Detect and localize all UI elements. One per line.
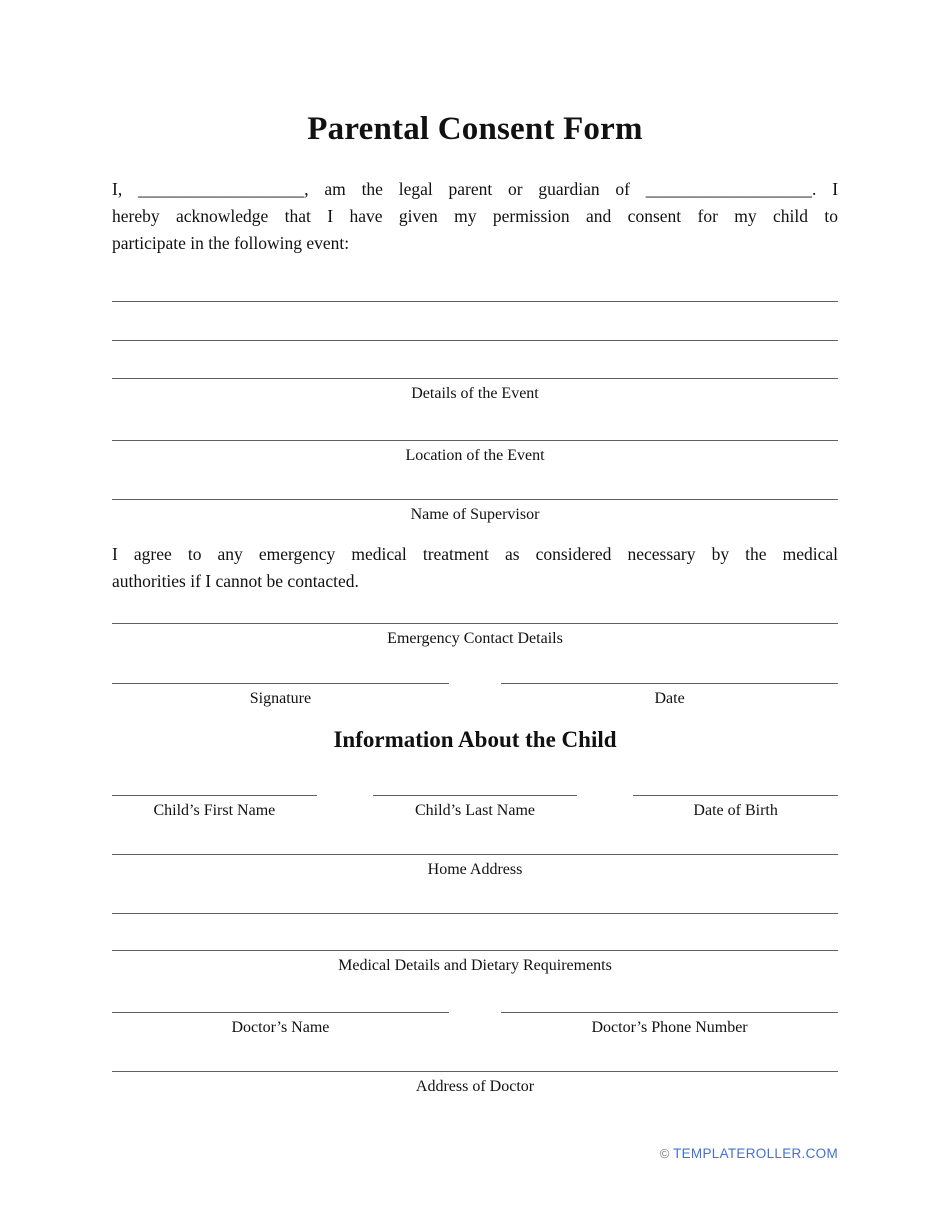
child-name-dob-row xyxy=(112,795,838,821)
signature-date-row xyxy=(112,683,838,709)
supervisor-name-line[interactable] xyxy=(112,499,838,500)
intro-line-2: hereby acknowledge that I have given my permission and consent for my child to xyxy=(112,206,838,226)
event-details-label: Details of the Event xyxy=(411,384,539,402)
child-last-name-field xyxy=(373,795,578,821)
footer xyxy=(112,1145,838,1163)
child-first-name-field xyxy=(112,795,317,821)
medical-consent-line-1: I agree to any emergency medical treatment as considered necessary by the medical xyxy=(112,543,838,564)
home-address-label: Home Address xyxy=(427,860,523,878)
medical-details-line-1[interactable] xyxy=(112,913,838,914)
child-section-heading: Information About the Child xyxy=(333,726,617,752)
child-first-name-line[interactable] xyxy=(112,795,317,796)
emergency-contact-line[interactable] xyxy=(112,623,838,624)
intro-line-1 xyxy=(112,176,838,203)
intro-text-pre: I, xyxy=(112,179,123,199)
doctor-name-field xyxy=(112,1012,449,1038)
intro-text-post: . I xyxy=(812,179,839,199)
intro-text-mid: , am the legal parent or guardian of xyxy=(304,179,630,199)
event-details-line-3[interactable] xyxy=(112,378,838,379)
event-details-line-1[interactable] xyxy=(112,301,838,302)
child-last-name-label: Child’s Last Name xyxy=(415,801,535,819)
doctor-phone-line[interactable] xyxy=(501,1012,838,1013)
copyright-icon: © xyxy=(659,1145,670,1161)
doctor-phone-field xyxy=(501,1012,838,1038)
supervisor-name-label: Name of Supervisor xyxy=(410,505,540,523)
date-of-birth-field xyxy=(633,795,838,821)
date-of-birth-line[interactable] xyxy=(633,795,838,796)
form-title: Parental Consent Form xyxy=(307,111,643,147)
date-label: Date xyxy=(654,689,685,707)
intro-line-3: participate in the following event: xyxy=(112,233,350,253)
doctor-address-line[interactable] xyxy=(112,1071,838,1072)
home-address-line[interactable] xyxy=(112,854,838,855)
date-of-birth-label: Date of Birth xyxy=(693,801,778,819)
child-last-name-line[interactable] xyxy=(373,795,578,796)
medical-details-line-2[interactable] xyxy=(112,950,838,951)
parent-name-blank[interactable]: ___________________ xyxy=(138,179,305,199)
templateroller-link[interactable]: TEMPLATEROLLER.COM xyxy=(673,1145,838,1161)
date-line[interactable] xyxy=(501,683,838,684)
doctor-name-line[interactable] xyxy=(112,1012,449,1013)
doctor-address-label: Address of Doctor xyxy=(415,1077,535,1095)
event-location-label: Location of the Event xyxy=(405,446,545,464)
emergency-contact-label: Emergency Contact Details xyxy=(387,629,563,647)
signature-field xyxy=(112,683,449,709)
child-first-name-label: Child’s First Name xyxy=(153,801,276,819)
doctor-row xyxy=(112,1012,838,1038)
event-location-line[interactable] xyxy=(112,440,838,441)
signature-label: Signature xyxy=(249,689,312,707)
date-field xyxy=(501,683,838,709)
event-details-line-2[interactable] xyxy=(112,340,838,341)
doctor-name-label: Doctor’s Name xyxy=(231,1018,330,1036)
signature-line[interactable] xyxy=(112,683,449,684)
medical-consent-line-2: authorities if I cannot be contacted. xyxy=(112,570,359,591)
doctor-phone-label: Doctor’s Phone Number xyxy=(591,1018,748,1036)
child-name-blank[interactable]: ___________________ xyxy=(645,179,813,199)
medical-details-label: Medical Details and Dietary Requirements xyxy=(338,956,612,974)
